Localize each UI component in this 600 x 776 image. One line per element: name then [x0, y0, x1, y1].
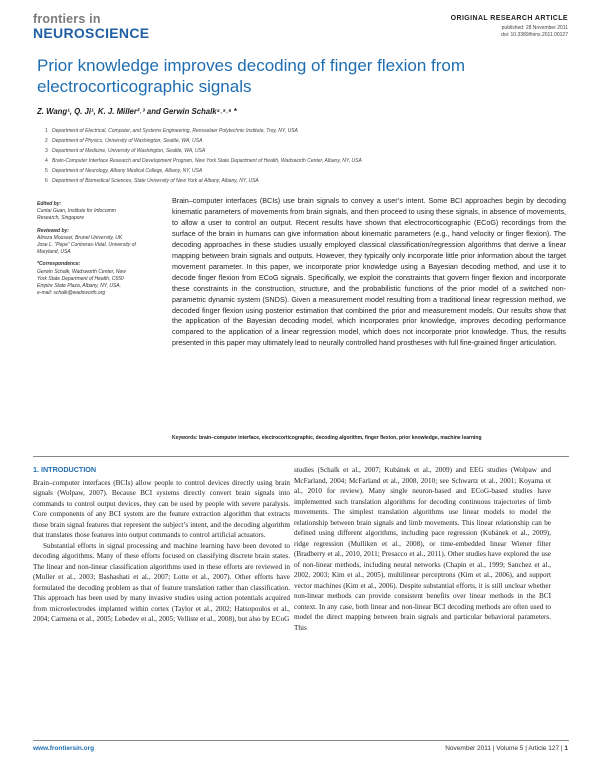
author-list: Z. Wang¹, Q. Ji¹, K. J. Miller²˒³ and Gerwin Schalk⁴˒⁵˒⁶ *: [37, 107, 237, 116]
keywords: [172, 435, 566, 442]
correspondence-label: *Correspondence:: [37, 261, 81, 268]
journal-logo-line1: frontiers in: [33, 12, 101, 26]
affiliation-item: 3 Department of Medicine, University of Washington, Seattle, WA, USA: [45, 148, 206, 154]
journal-logo-line2: NEUROSCIENCE: [33, 25, 150, 41]
abstract: Brain–computer interfaces (BCIs) use brain signals to convey a user’s intent. Some BCI approaches begin by decoding kinematic parameters of movements from brain signals, and then proceed to using these signals, in absence of movements, to allow a user to control an output. Recent results have shown that electrocorticographic (ECoG) recordings from the surface of the brain in humans can give information about kinematic parameters (e.g., hand velocity or finger flexion). The decoding approaches in these studies usually employed classical classification/regression algorithms that derive a linear mapping between brain signals and outputs. However, they typically only incorporate little prior information about the target movement parameter. In this paper, we incorporate prior knowledge using a Bayesian decoding method, and use it to decode finger flexion from ECoG signals. Specifically, we exploit the constraints that govern finger flexion and incorporate these constraints in the construction, structure, and the probabilistic functions of the prior model of a switched non-parametric dynamic system (SNDS). Given a measurement model resulting from a traditional linear regression method, we decoded finger flexion using posterior estimation that combined the prior and measurement models. Our results show that the application of the Bayesian decoding model, which incorporates prior knowledge, improves decoding performance compared to the application of a linear regression model, which does not incorporate prior knowledge. Thus, the results presented in this paper may ultimately lead to neurally controlled hand prostheses with full fine-grained finger articulation.: [172, 196, 566, 348]
affiliation-item: 2 Department of Physics, University of Washington, Seattle, WA, USA: [45, 138, 203, 144]
footer-info: [445, 745, 568, 752]
affiliation-item: 1 Department of Electrical, Computer, and Systems Engineering, Rensselaer Polytechnic Institute, Troy, NY, USA: [45, 128, 298, 134]
body-column-right: [294, 465, 551, 633]
affiliation-item: 5 Department of Neurology, Albany Medical College, Albany, NY, USA: [45, 168, 203, 174]
keywords-list: brain–computer interface, electrocorticographic, decoding algorithm, finger flexion, prior knowledge, machine learning: [198, 435, 482, 441]
editor: Cuntai Guan, Institute for Infocomm Research, Singapore: [37, 208, 116, 222]
affiliation-item: 4 Brain-Computer Interface Research and Development Program, New York State Department of Health, Wadsworth Center, Albany, NY, USA: [45, 158, 362, 164]
body-paragraph: studies (Schalk et al., 2007; Kubánek et al., 2009) and EEG studies (Wolpaw and McFarland, 2004; McFarland et al., 2008, 2010; see Schwartz et al., 2001; Koyama et al., 2010 for review). Many single neuron-based and ECoG-based studies have implemented such translation algorithms for decoding continuous trajectories of limb movements. The simplest translation algorithms use linear models to model the relationship between brain signals and limb movements. This linear relationship can be defined using different algorithms, including pace regression (Kubánek et al., 2009), ridge regression (Mulliken et al., 2008), or time-embedded linear Wiener filter (Bradberry et al., 2010, 2011; Presacco et al., 2011). Other studies have explored the use of non-linear methods, including neural networks (Chapin et al., 1999; Sanchez et al., 2002, 2003; Kim et al., 2005), multilinear perceptrons (Kim et al., 2006), and support vector machines (Kim et al., 2006). Despite substantial efforts, it is still unclear whether non-linear methods can provide consistent benefits over linear methods in the BCI context. In any case, both linear and non-linear BCI decoding methods are often used to model the direct mapping between brain signals and particular behavioral parameters. This: [294, 466, 551, 632]
body-column-left: [33, 465, 290, 625]
editorial-sidebar: [37, 201, 137, 297]
reviewer: Jose L. “Pepe” Contreras-Vidal, University of Maryland, USA: [37, 242, 136, 256]
reviewer: Alireza Mousavi, Brunel University, UK: [37, 234, 123, 241]
reviewed-by-label: Reviewed by:: [37, 227, 69, 234]
affiliation-item: 6 Department of Biomedical Sciences, State University of New York at Albany, Albany, NY, USA: [45, 178, 259, 184]
publication-info: [501, 25, 568, 39]
section-heading: 1. INTRODUCTION: [33, 465, 97, 474]
keywords-label: Keywords:: [172, 435, 198, 441]
footer-divider: [33, 740, 569, 741]
correspondence-email[interactable]: e-mail: schalk@wadsworth.org: [37, 290, 106, 297]
doi: doi: 10.3389/fnins.2011.00127: [501, 32, 568, 38]
correspondence-address: Gerwin Schalk, Wadsworth Center, New York State Department of Health, C650 Empire State Plaza, Albany, NY, USA.: [37, 268, 126, 290]
page-number: 1: [564, 745, 568, 752]
paper-title: Prior knowledge improves decoding of finger flexion from electrocorticographic signals: [37, 56, 466, 96]
body-paragraph: Substantial efforts in signal processing and machine learning have been devoted to decoding algorithms. Many of these efforts focused on classifying discrete brain states. The linear and non-linear classification algorithms used in these efforts are reviewed in (Muller et al., 2003; Bashashati et al., 2007; Lotte et al., 2007). Other efforts have formulated the decoding problem as that of feature translation rather than classification. This approach has been used by many invasive studies using action potentials acquired from microelectrodes implanted within cortex (Taylor et al., 2002; Hatsopoulos et al., 2004; Carmena et al., 2005; Lebedev et al., 2005; Velliste et al., 2008), but also by ECoG: [33, 541, 290, 623]
affiliations: [45, 126, 362, 186]
journal-website-link[interactable]: www.frontiersin.org: [33, 745, 95, 752]
article-info: November 2011 | Volume 5 | Article 127 |: [445, 745, 563, 752]
published-date: published: 28 November 2011: [501, 25, 568, 31]
edited-by-label: Edited by:: [37, 201, 62, 207]
article-type: ORIGINAL RESEARCH ARTICLE: [450, 15, 568, 22]
body-paragraph: Brain–computer interfaces (BCIs) allow people to control devices directly using brain signals (Wolpaw, 2007). Because BCI systems directly convert brain signals into commands to control output devices, they can be used by people with severe paralysis. Core components of any BCI system are the feature extraction algorithm that extracts those brain signal features that represent the subject’s intent, and the decoding algorithm that translates those features into output commands to control artificial actuators.: [33, 478, 290, 539]
section-divider: [33, 456, 569, 457]
